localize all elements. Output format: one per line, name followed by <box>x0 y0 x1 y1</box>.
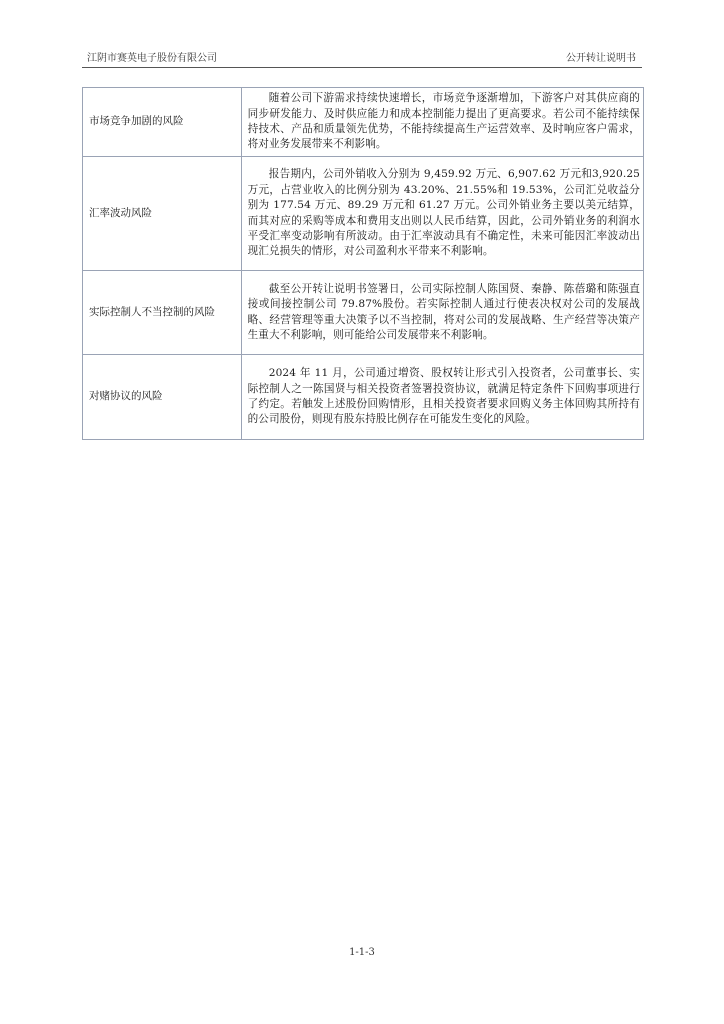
table-row <box>83 355 644 440</box>
risk-name: 对赌协议的风险 <box>83 355 242 440</box>
table-row <box>83 88 644 157</box>
table-row <box>83 271 644 355</box>
company-name: 江阴市赛英电子股份有限公司 <box>87 53 217 64</box>
risk-name: 汇率波动风险 <box>83 157 242 271</box>
page-header <box>82 51 642 67</box>
document-title: 公开转让说明书 <box>566 53 636 64</box>
risk-name: 市场竞争加剧的风险 <box>83 88 242 157</box>
page-number: 1-1-3 <box>349 947 375 958</box>
risk-description: 随着公司下游需求持续快速增长，市场竞争逐渐增加，下游客户对其供应商的同步研发能力、及时供应能力和成本控制能力提出了更高要求。若公司不能持续保持技术、产品和质量领先优势，不能持续提高生产运营效率、及时响应客户需求，将对业务发展带来不利影响。 <box>241 88 643 157</box>
risk-table <box>82 87 644 440</box>
risk-description: 报告期内，公司外销收入分别为 9,459.92 万元、6,907.62 万元和3,920.25 万元，占营业收入的比例分别为 43.20%、21.55%和 19.53%，公司汇兑收益分别为 177.54 万元、89.29 万元和 61.27 万元。公司外销业务主要以美元结算，而其对应的采购等成本和费用支出则以人民币结算，因此，公司外销业务的利润水平受汇率变动影响有所波动。由于汇率波动具有不确定性，未来可能因汇率波动出现汇兑损失的情形，对公司盈利水平带来不利影响。 <box>241 157 643 271</box>
risk-description: 2024 年 11 月，公司通过增资、股权转让形式引入投资者，公司董事长、实际控制人之一陈国贤与相关投资者签署投资协议，就满足特定条件下回购事项进行了约定。若触发上述股份回购情形，且相关投资者要求回购义务主体回购其所持有的公司股份，则现有股东持股比例存在可能发生变化的风险。 <box>241 355 643 440</box>
risk-description: 截至公开转让说明书签署日，公司实际控制人陈国贤、秦静、陈蓓璐和陈强直接或间接控制公司 79.87%股份。若实际控制人通过行使表决权对公司的发展战略、经营管理等重大决策予以不当控制，将对公司的发展战略、生产经营等决策产生重大不利影响，则可能给公司发展带来不利影响。 <box>241 271 643 355</box>
header-divider <box>82 67 642 68</box>
risk-name: 实际控制人不当控制的风险 <box>83 271 242 355</box>
table-row <box>83 157 644 271</box>
